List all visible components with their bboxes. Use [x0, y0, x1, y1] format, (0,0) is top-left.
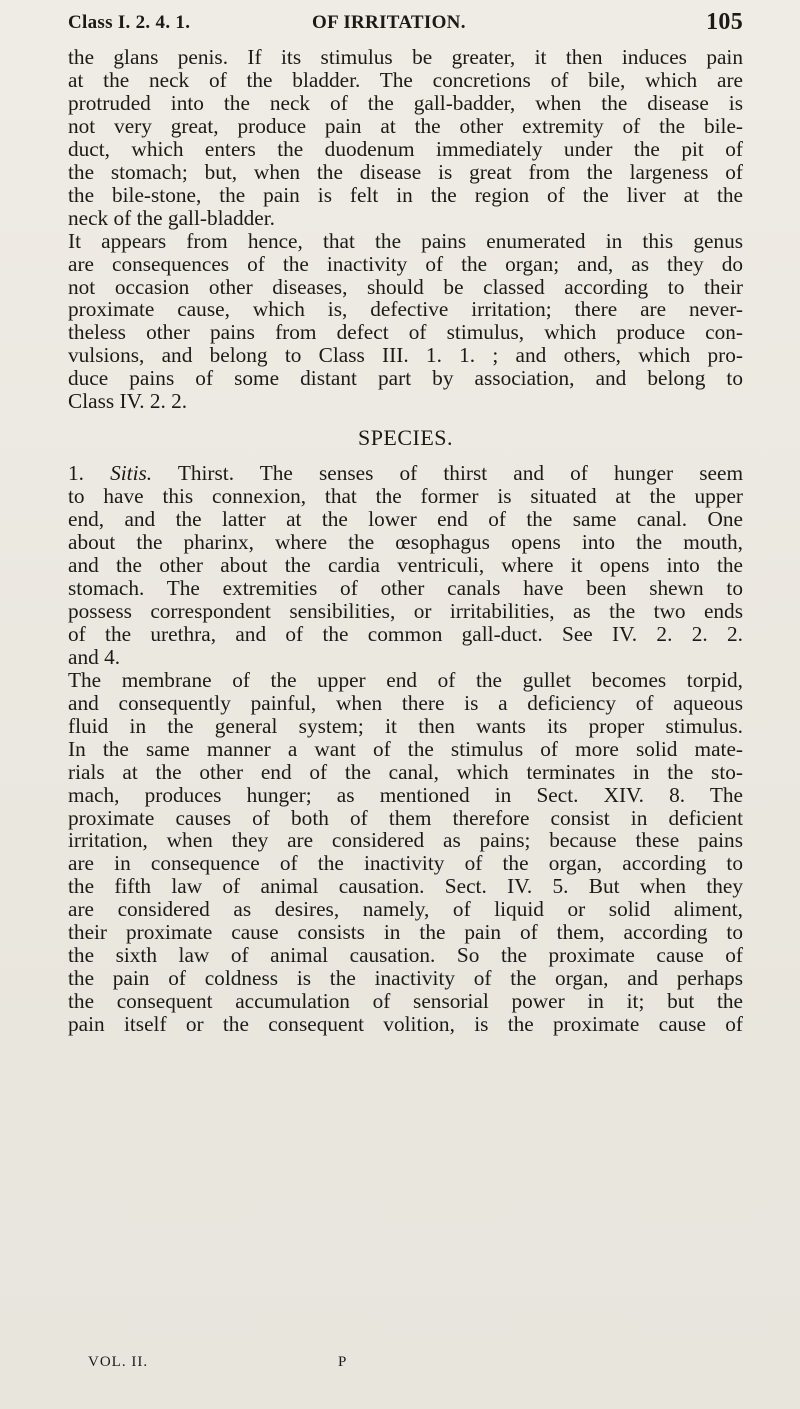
- header-class-reference: Class I. 2. 4. 1.: [68, 12, 191, 33]
- text-line: are in consequence of the inactivity of the organ, according to: [68, 851, 743, 876]
- section-heading-species: SPECIES.: [357, 425, 454, 451]
- text-line: the stomach; but, when the disease is great from the largeness of: [68, 159, 743, 184]
- text-line: the pain of coldness is the inactivity of the organ, and perhaps: [68, 966, 743, 991]
- page-footer: [88, 1354, 668, 1378]
- text-line-species-entry: [68, 462, 743, 485]
- text-line: end, and the latter at the lower end of the same canal. One: [68, 507, 743, 532]
- text-line: It appears from hence, that the pains enumerated in this genus: [68, 228, 743, 253]
- text-line: mach, produces hunger; as mentioned in Sect. XIV. 8. The: [68, 782, 743, 807]
- text-line: Class IV. 2. 2.: [68, 389, 188, 414]
- text-line: about the pharinx, where the œsophagus opens into the mouth,: [68, 530, 743, 555]
- paragraph-glans-penis: [68, 46, 743, 230]
- paragraph-pains-enumerated: [68, 230, 743, 414]
- text-line: the bile-stone, the pain is felt in the region of the liver at the: [68, 182, 743, 207]
- text-line: are consequences of the inactivity of the organ; and, as they do: [68, 251, 743, 276]
- text-line: the consequent accumulation of sensorial power in it; but the: [68, 989, 743, 1014]
- text-line: not very great, produce pain at the other extremity of the bile-: [68, 113, 743, 138]
- text-line: stomach. The extremities of other canals have been shewn to: [68, 575, 743, 600]
- text-line: and consequently painful, when there is a deficiency of aqueous: [68, 690, 743, 715]
- text-line: proximate cause, which is, defective irritation; there are never-: [68, 297, 743, 322]
- text-line: proximate causes of both of them therefore consist in deficient: [68, 805, 743, 830]
- text-line: and 4.: [68, 644, 121, 669]
- text-line: the glans penis. If its stimulus be greater, it then induces pain: [68, 45, 743, 69]
- text-line: duce pains of some distant part by association, and belong to: [68, 366, 743, 391]
- text-line: rials at the other end of the canal, which terminates in the sto-: [68, 759, 743, 784]
- paragraph-gullet-membrane: [68, 669, 743, 1036]
- text-line: fluid in the general system; it then wants its proper stimulus.: [68, 713, 743, 738]
- species-latin-name: Sitis.: [110, 461, 153, 486]
- text-line: vulsions, and belong to Class III. 1. 1. ; and others, which pro-: [68, 343, 743, 368]
- printer-signature-mark: P: [338, 1354, 348, 1370]
- species-first-line: Thirst. The senses of thirst and of hunger seem: [152, 461, 744, 486]
- text-line: of the urethra, and of the common gall-duct. See IV. 2. 2. 2.: [68, 621, 743, 646]
- text-line: neck of the gall-bladder.: [68, 205, 275, 230]
- page-number: 105: [706, 9, 743, 35]
- text-line: not occasion other diseases, should be classed according to their: [68, 274, 743, 299]
- text-line: possess correspondent sensibilities, or irritabilities, as the two ends: [68, 598, 743, 623]
- body-text: [68, 46, 743, 1036]
- paragraph-sitis: [68, 462, 743, 669]
- text-line: the sixth law of animal causation. So the proximate cause of: [68, 943, 743, 968]
- volume-signature: VOL. II.: [88, 1354, 149, 1370]
- text-line: protruded into the neck of the gall-badder, when the disease is: [68, 90, 743, 115]
- species-number: 1.: [68, 461, 84, 486]
- text-line: irritation, when they are considered as pains; because these pains: [68, 828, 743, 853]
- text-line: theless other pains from defect of stimulus, which produce con-: [68, 320, 743, 345]
- text-line: their proximate cause consists in the pain of them, according to: [68, 920, 743, 945]
- running-header: [68, 9, 743, 46]
- text-line: the fifth law of animal causation. Sect. IV. 5. But when they: [68, 874, 743, 899]
- text-line: to have this connexion, that the former is situated at the upper: [68, 484, 743, 509]
- text-line: In the same manner a want of the stimulus of more solid mate-: [68, 736, 743, 761]
- text-line: duct, which enters the duodenum immediately under the pit of: [68, 136, 743, 161]
- header-chapter-title: OF IRRITATION.: [312, 12, 466, 33]
- text-line: pain itself or the consequent volition, is the proximate cause of: [68, 1012, 743, 1037]
- text-line: The membrane of the upper end of the gullet becomes torpid,: [68, 667, 743, 692]
- text-line: are considered as desires, namely, of liquid or solid aliment,: [68, 897, 743, 922]
- text-line: at the neck of the bladder. The concretions of bile, which are: [68, 67, 743, 92]
- text-line: and the other about the cardia ventriculi, where it opens into the: [68, 553, 743, 578]
